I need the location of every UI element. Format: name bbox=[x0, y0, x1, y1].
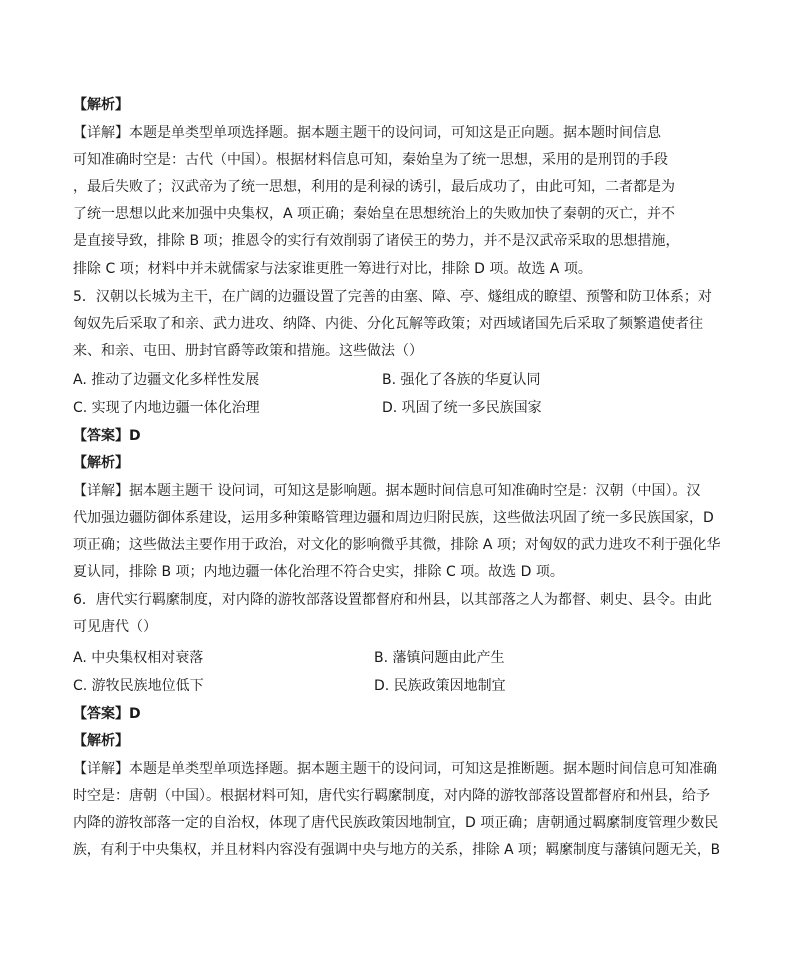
q6-detail-line: 【详解】本题是单类型单项选择题。据本题主题干的设问词，可知这是推断题。据本题时间信息可知准确 bbox=[73, 761, 717, 777]
q5-option-a: A. 推动了边疆文化多样性发展 bbox=[73, 372, 260, 388]
q5-analysis-label: 【解析】 bbox=[73, 455, 129, 471]
q5-option-b: B. 强化了各族的华夏认同 bbox=[382, 372, 541, 388]
q5-option-d: D. 巩固了统一多民族国家 bbox=[382, 400, 542, 416]
q5-answer: 【答案】D bbox=[73, 428, 141, 444]
q5-detail-line: 夏认同，排除 B 项；内地边疆一体化治理不符合史实，排除 C 项。故选 D 项。 bbox=[73, 564, 564, 580]
q6-analysis-label: 【解析】 bbox=[73, 733, 129, 749]
q5-detail-line: 代加强边疆防御体系建设，运用多种策略管理边疆和周边归附民族，这些做法巩固了统一多民族国家，D bbox=[73, 510, 714, 526]
detail-line: 排除 C 项；材料中并未就儒家与法家谁更胜一筹进行对比，排除 D 项。故选 A 项。 bbox=[73, 261, 592, 277]
q5-detail-line: 【详解】据本题主题干 设问词，可知这是影响题。据本题时间信息可知准确时空是：汉朝（中国）。汉 bbox=[73, 483, 701, 499]
q6-option-d: D. 民族政策因地制宜 bbox=[374, 678, 506, 694]
detail-line: 了统一思想以此来加强中央集权，A 项正确；秦始皇在思想统治上的失败加快了秦朝的灭亡，并不 bbox=[73, 206, 676, 222]
detail-line: 【详解】本题是单类型单项选择题。据本题主题干的设问词，可知这是正向题。据本题时间信息 bbox=[73, 125, 661, 141]
detail-line: 可知准确时空是：古代（中国）。根据材料信息可知，秦始皇为了统一思想，采用的是刑罚的手段 bbox=[73, 152, 668, 168]
question-5-stem: 来、和亲、屯田、册封官爵等政策和措施。这些做法（） bbox=[73, 343, 423, 359]
q6-option-b: B. 藩镇问题由此产生 bbox=[374, 650, 505, 666]
detail-line: ，最后失败了；汉武帝为了统一思想，利用的是利禄的诱引，最后成功了，由此可知，二者都是为 bbox=[73, 179, 675, 195]
question-6-stem: 可见唐代（） bbox=[73, 619, 157, 635]
q6-detail-line: 内降的游牧部落一定的自治权，体现了唐代民族政策因地制宜，D 项正确；唐朝通过羁縻制度管理少数民 bbox=[73, 815, 719, 831]
analysis-label: 【解析】 bbox=[73, 97, 129, 113]
q6-answer: 【答案】D bbox=[73, 706, 141, 722]
question-6-stem: 6．唐代实行羁縻制度，对内降的游牧部落设置都督府和州县，以其部落之人为都督、刺史、县令。由此 bbox=[73, 592, 712, 608]
question-5-stem: 匈奴先后采取了和亲、武力进攻、纳降、内徙、分化瓦解等政策；对西域诸国先后采取了频繁遣使者往 bbox=[73, 316, 703, 332]
q5-detail-line: 项正确；这些做法主要作用于政治，对文化的影响微乎其微，排除 A 项；对匈奴的武力进攻不利于强化华 bbox=[73, 537, 721, 553]
detail-line: 是直接导致，排除 B 项；推恩令的实行有效削弱了诸侯王的势力，并不是汉武帝采取的思想措施， bbox=[73, 233, 680, 249]
q6-detail-line: 族，有利于中央集权，并且材料内容没有强调中央与地方的关系，排除 A 项；羁縻制度与藩镇问题无关，B bbox=[73, 842, 721, 858]
q6-option-a: A. 中央集权相对衰落 bbox=[73, 650, 204, 666]
q6-option-c: C. 游牧民族地位低下 bbox=[73, 678, 204, 694]
question-5-stem: 5．汉朝以长城为主干，在广阔的边疆设置了完善的由塞、障、亭、燧组成的瞭望、预警和防卫体系；对 bbox=[73, 289, 712, 305]
q6-detail-line: 时空是：唐朝（中国）。根据材料可知，唐代实行羁縻制度，对内降的游牧部落设置都督府和州县，给予 bbox=[73, 788, 710, 804]
q5-option-c: C. 实现了内地边疆一体化治理 bbox=[73, 400, 260, 416]
